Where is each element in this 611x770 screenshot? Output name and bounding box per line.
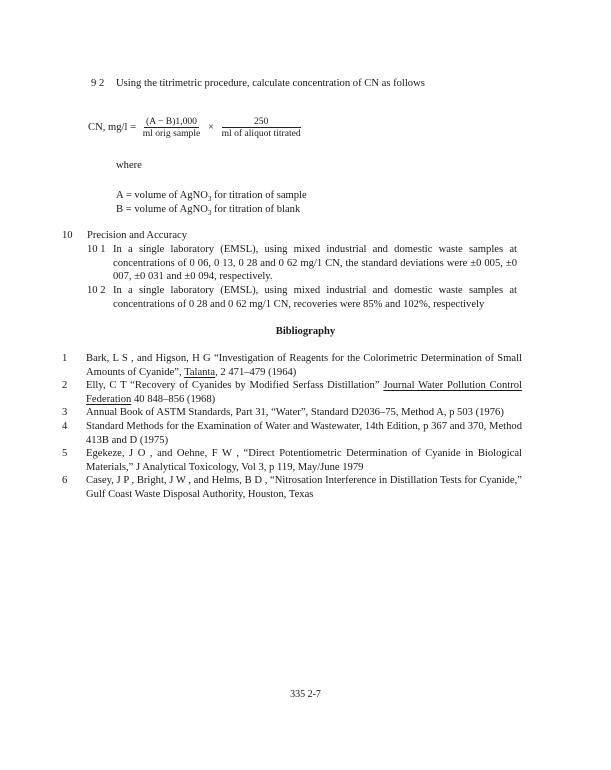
fraction-denominator: ml orig sample xyxy=(142,128,201,139)
definition-b: B = volume of AgNO$_3$ for titration of blank xyxy=(116,204,301,218)
where-label: where xyxy=(116,160,142,171)
reference-number: 2 xyxy=(62,380,68,392)
section-text: Using the titrimetric procedure, calculate concentration of CN as follows xyxy=(116,78,425,89)
times-sign: × xyxy=(207,121,214,133)
reference-item xyxy=(62,352,522,379)
reference-text: Standard Methods for the Examination of Water and Wastewater, 14th Edition, p 367 and 370, Method 413B and D (1975) xyxy=(86,420,522,446)
reference-text: Annual Book of ASTM Standards, Part 31, “Water”, Standard D2036–75, Method A, p 503 (1976) xyxy=(86,407,504,419)
reference-item xyxy=(62,420,522,447)
reference-item xyxy=(62,406,522,420)
reference-text: Elly, C T “Recovery of Cyanides by Modified Serfass Distillation” Journal Water Pollution Control Federation 40 848–856 (1968) xyxy=(86,380,522,405)
reference-number: 3 xyxy=(62,407,68,419)
section-number: 9 2 xyxy=(91,78,105,89)
journal-title: Talanta xyxy=(184,366,216,378)
subsection-number: 10 1 xyxy=(87,244,106,255)
formula xyxy=(88,116,301,139)
section-number: 10 xyxy=(62,230,73,241)
journal-title: Journal Water Pollution Control Federation xyxy=(86,380,522,405)
reference-number: 4 xyxy=(62,420,68,432)
reference-item xyxy=(62,379,522,406)
page-number: 335 2-7 xyxy=(290,689,321,700)
formula-lhs: CN, mg/l = xyxy=(88,121,137,133)
subsection-text: In a single laboratory (EMSL), using mixed industrial and domestic waste samples at concentrations of 0 06, 0 13, 0 28 and 0 62 mg/1 CN, the standard deviations were ±0 005, ±0 007, ±0 031 and ±0 094, respectively. xyxy=(113,244,517,283)
fraction-numerator: 250 xyxy=(222,116,301,128)
reference-item xyxy=(62,474,522,501)
section-title: Precision and Accuracy xyxy=(87,230,188,241)
reference-number: 1 xyxy=(62,353,68,364)
reference-text: Bark, L S , and Higson, H G “Investigation of Reagents for the Colorimetric Determination of Small Amounts of Cyanide”, Talanta, 2 471–479 (1964) xyxy=(86,353,522,378)
subsection-text: In a single laboratory (EMSL), using mixed industrial and domestic waste samples at concentrations of 0 28 and 0 62 mg/1 CN, recoveries were 85% and 102%, respectively xyxy=(113,285,517,310)
reference-text: Egekeze, J O , and Oehne, F W , “Direct Potentiometric Determination of Cyanide in Biological Materials,” J Analytical Toxicology, Vol 3, p 119, May/June 1979 xyxy=(86,448,522,473)
reference-number: 5 xyxy=(62,448,68,460)
reference-list xyxy=(62,352,522,502)
fraction-numerator: (A − B)1,000 xyxy=(146,116,197,127)
reference-text: Casey, J P , Bright, J W , and Helms, B D , “Nitrosation Interference in Distillation Tests for Cyanide,” Gulf Coast Waste Disposal Authority, Houston, Texas xyxy=(86,475,522,500)
reference-number: 6 xyxy=(62,475,68,487)
subsection-number: 10 2 xyxy=(87,285,106,296)
bibliography-heading: Bibliography xyxy=(275,326,336,337)
reference-item xyxy=(62,447,522,474)
fraction-denominator: ml of aliquot titrated xyxy=(221,128,301,139)
definition-a: A = volume of AgNO$_3$ for titration of sample xyxy=(116,190,307,204)
